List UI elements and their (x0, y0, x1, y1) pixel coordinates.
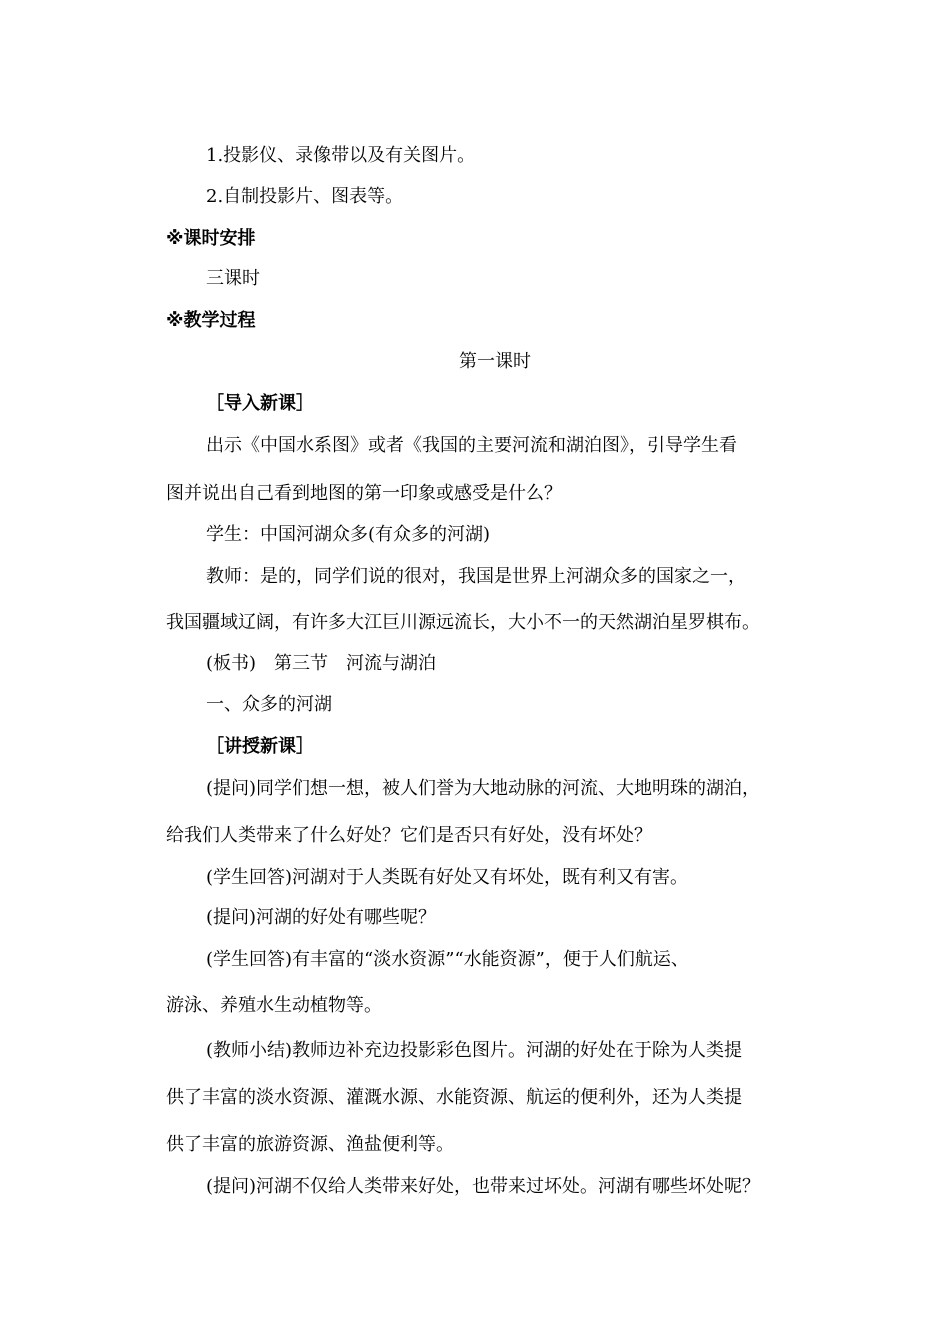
intro-paragraph-line-2: 图并说出自己看到地图的第一印象或感受是什么？ (166, 483, 562, 504)
answer-1: (学生回答)河湖对于人类既有好处又有坏处，既有利又有害。 (206, 867, 689, 888)
section-one-title: 一、众多的河湖 (206, 694, 332, 715)
question-2: (提问)河湖的好处有哪些呢？ (206, 907, 437, 928)
intro-paragraph-line-1: 出示《中国水系图》或者《我国的主要河流和湖泊图》，引导学生看 (206, 435, 737, 456)
board-note: (板书) 第三节 河流与湖泊 (206, 653, 437, 674)
materials-item-1: 1.投影仪、录像带以及有关图片。 (206, 145, 476, 166)
summary-line-3: 供了丰富的旅游资源、渔盐便利等。 (166, 1134, 454, 1155)
lesson-title: 第一课时 (459, 351, 531, 372)
summary-line-2: 供了丰富的淡水资源、灌溉水源、水能资源、航运的便利外，还为人类提 (166, 1087, 742, 1108)
teacher-reply-line-2: 我国疆域辽阔，有许多大江巨川源远流长，大小不一的天然湖泊星罗棋布。 (166, 612, 760, 633)
answer-2-line-2: 游泳、养殖水生动植物等。 (166, 995, 382, 1016)
question-1-line-1: (提问)同学们想一想，被人们誉为大地动脉的河流、大地明珠的湖泊， (206, 778, 761, 799)
schedule-heading: ※课时安排 (166, 228, 256, 249)
answer-2-line-1: (学生回答)有丰富的“淡水资源”“水能资源”，便于人们航运、 (206, 949, 689, 970)
summary-line-1: (教师小结)教师边补充边投影彩色图片。河湖的好处在于除为人类提 (206, 1040, 743, 1061)
process-heading: ※教学过程 (166, 310, 256, 331)
materials-item-2: 2.自制投影片、图表等。 (206, 186, 404, 207)
teacher-reply-line-1: 教师：是的，同学们说的很对，我国是世界上河湖众多的国家之一， (206, 566, 746, 587)
student-answer: 学生：中国河湖众多(有众多的河湖) (206, 524, 491, 545)
question-3: (提问)河湖不仅给人类带来好处，也带来过坏处。河湖有哪些坏处呢？ (206, 1176, 761, 1197)
schedule-value: 三课时 (206, 268, 260, 289)
intro-heading: ［导入新课］ (206, 393, 314, 414)
question-1-line-2: 给我们人类带来了什么好处？它们是否只有好处，没有坏处？ (166, 825, 652, 846)
new-lesson-heading: ［讲授新课］ (206, 736, 314, 757)
